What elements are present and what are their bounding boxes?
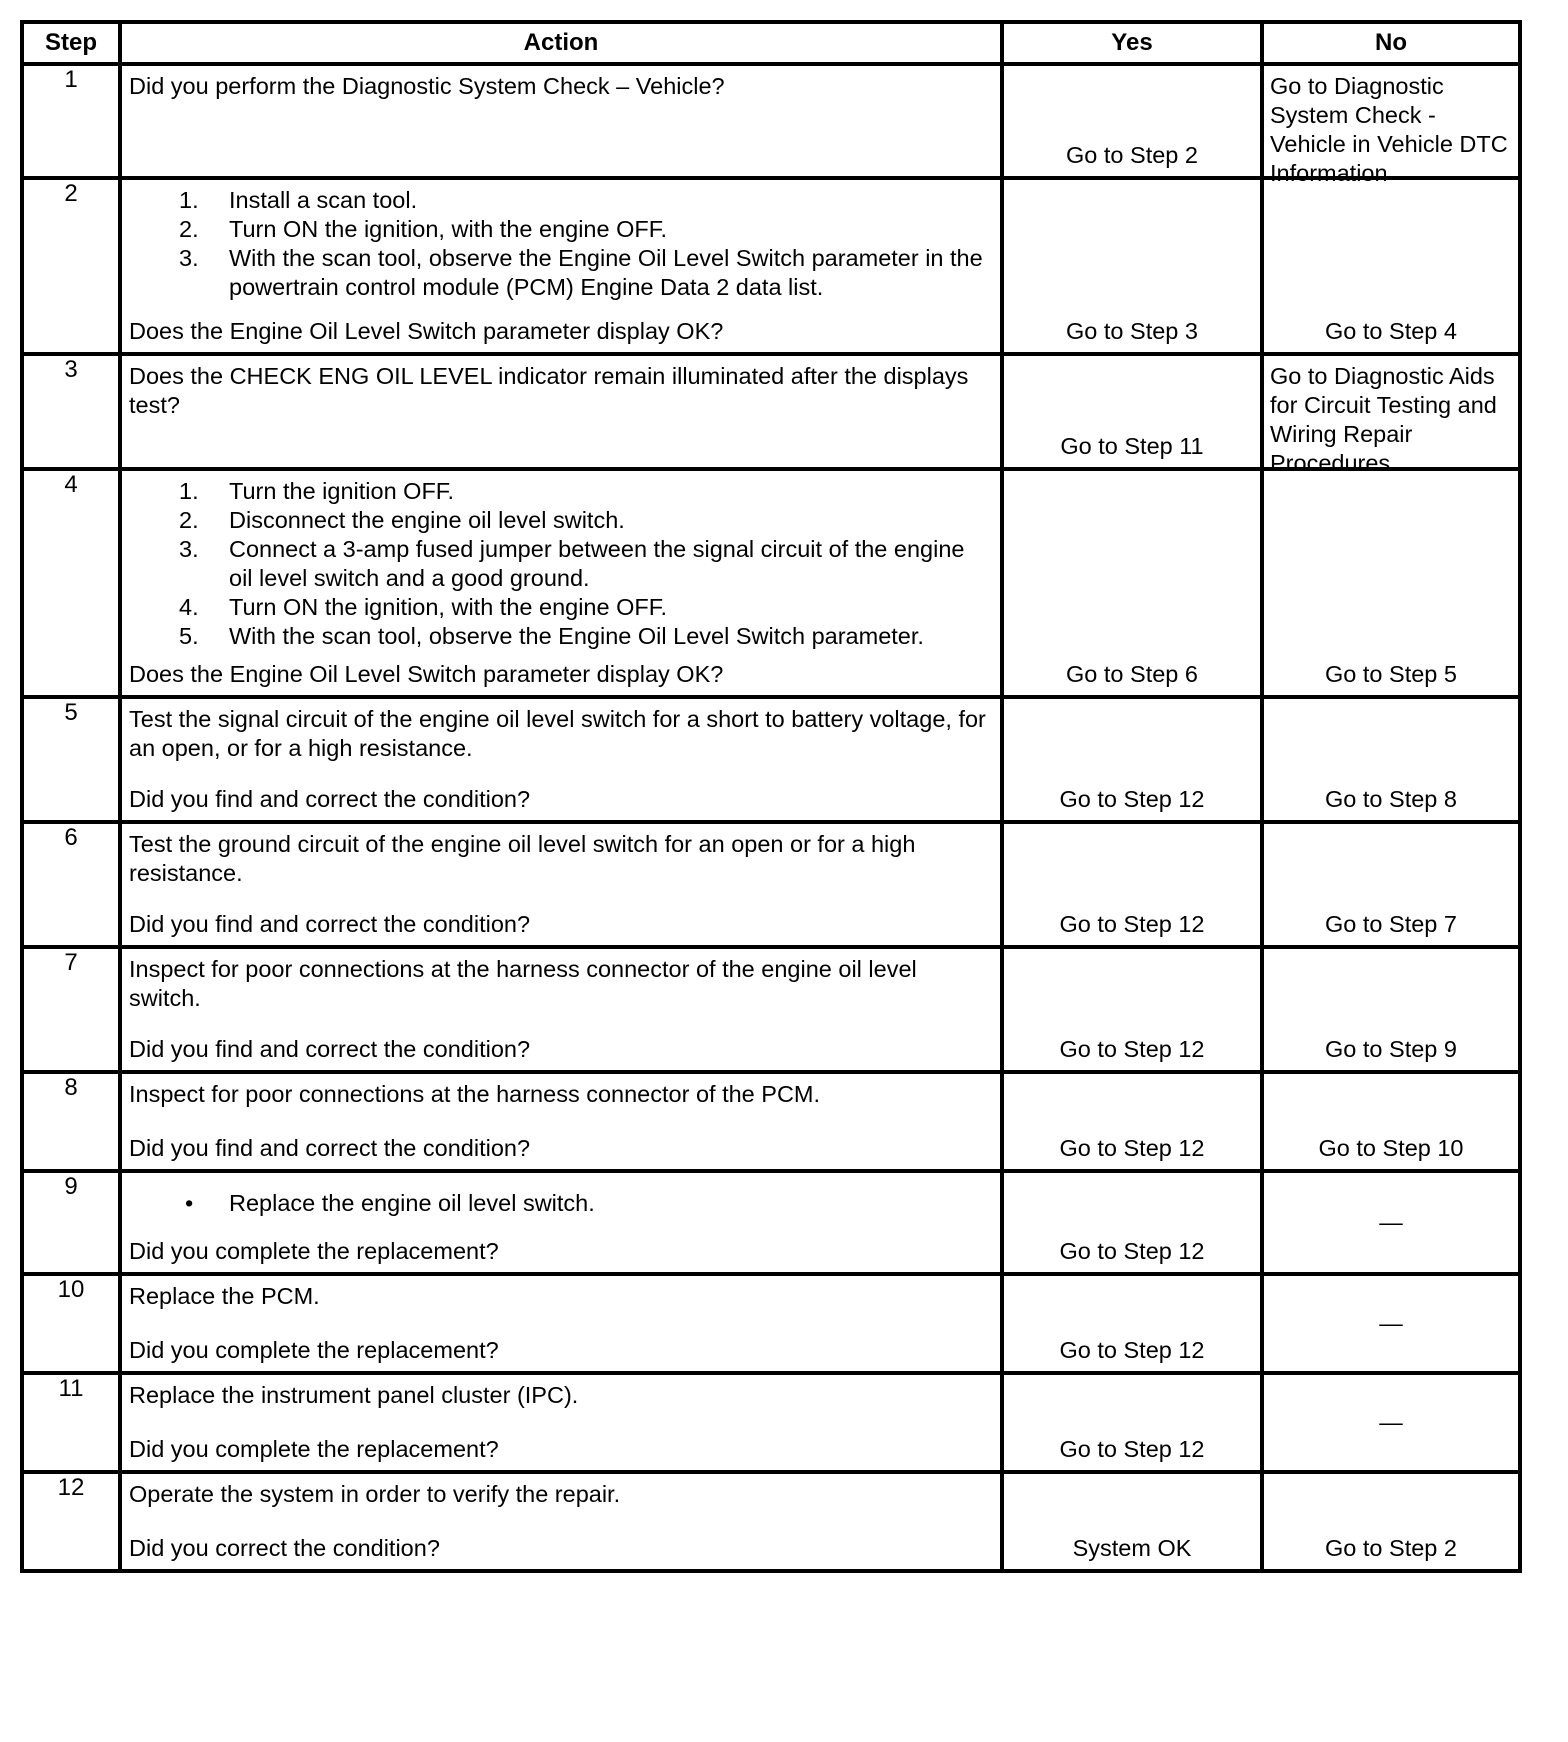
- action-cell: [120, 1274, 1002, 1373]
- action-question: Did you find and correct the condition?: [129, 786, 531, 812]
- list-item: [129, 1189, 992, 1218]
- no-result: Go to Step 9: [1325, 1036, 1457, 1062]
- action-bullet-list: [129, 1189, 992, 1218]
- action-text: Test the ground circuit of the engine oil level switch for an open or for a high resistance.: [129, 831, 916, 886]
- yes-cell: [1002, 822, 1262, 947]
- list-item: [129, 535, 992, 593]
- list-item-text: Turn ON the ignition, with the engine OFF.: [229, 594, 668, 620]
- list-item-number: 2.: [179, 507, 199, 533]
- table-row: [22, 947, 1520, 1072]
- action-question: Did you complete the replacement?: [129, 1436, 499, 1462]
- header-yes: Yes: [1002, 22, 1262, 64]
- action-question: Does the Engine Oil Level Switch parameter display OK?: [129, 318, 724, 344]
- list-item-number: 3.: [179, 245, 199, 271]
- yes-result: Go to Step 3: [1066, 318, 1198, 344]
- header-row: [22, 22, 1520, 64]
- no-result: Go to Step 8: [1325, 786, 1457, 812]
- list-item-text: Disconnect the engine oil level switch.: [229, 507, 625, 533]
- action-question: Did you correct the condition?: [129, 1535, 440, 1561]
- action-cell: [120, 354, 1002, 469]
- yes-result: Go to Step 2: [1066, 142, 1198, 168]
- yes-cell: [1002, 1072, 1262, 1171]
- step-number: 1: [22, 64, 120, 178]
- list-item-number: 3.: [179, 536, 199, 562]
- list-item: [129, 215, 992, 244]
- no-cell: [1262, 354, 1520, 476]
- yes-result: System OK: [1072, 1535, 1192, 1561]
- no-cell: [1262, 947, 1520, 1072]
- action-text: Replace the instrument panel cluster (IPC).: [129, 1382, 579, 1408]
- list-item-number: 2.: [179, 216, 199, 242]
- no-result: Go to Step 5: [1325, 661, 1457, 687]
- action-text: Operate the system in order to verify the repair.: [129, 1481, 621, 1507]
- table-row: [22, 354, 1520, 469]
- action-text: Replace the PCM.: [129, 1283, 320, 1309]
- action-cell: [120, 947, 1002, 1072]
- step-number: 4: [22, 469, 120, 697]
- step-number: 6: [22, 822, 120, 947]
- no-cell: [1262, 1072, 1520, 1171]
- table-row: [22, 1072, 1520, 1171]
- table-row: [22, 822, 1520, 947]
- no-cell: [1262, 1171, 1520, 1274]
- action-steps-list: [129, 186, 992, 302]
- action-text: Test the signal circuit of the engine oil level switch for a short to battery voltage, for an open, or for a high resistance.: [129, 706, 986, 761]
- step-number: 11: [22, 1373, 120, 1472]
- list-item-text: Replace the engine oil level switch.: [229, 1190, 595, 1216]
- table-row: [22, 1472, 1520, 1571]
- no-result-none: —: [1379, 1209, 1403, 1235]
- bullet-icon: •: [185, 1190, 194, 1216]
- yes-result: Go to Step 6: [1066, 661, 1198, 687]
- action-cell: [120, 1171, 1002, 1274]
- action-text: Did you perform the Diagnostic System Check – Vehicle?: [129, 73, 725, 99]
- no-cell: [1262, 1274, 1520, 1373]
- table-row: [22, 697, 1520, 822]
- yes-cell: [1002, 947, 1262, 1072]
- yes-result: Go to Step 12: [1059, 1436, 1205, 1462]
- list-item: [129, 506, 992, 535]
- yes-cell: [1002, 64, 1262, 178]
- yes-result: Go to Step 12: [1059, 1135, 1205, 1161]
- list-item: [129, 622, 992, 651]
- action-question: Does the Engine Oil Level Switch parameter display OK?: [129, 661, 724, 687]
- yes-result: Go to Step 12: [1059, 1238, 1205, 1264]
- action-question: Did you find and correct the condition?: [129, 911, 531, 937]
- table-row: [22, 469, 1520, 697]
- list-item: [129, 477, 992, 506]
- table-row: [22, 64, 1520, 178]
- table-body: [22, 64, 1520, 1571]
- no-result: Go to Diagnostic System Check - Vehicle in Vehicle DTC Information: [1270, 73, 1508, 186]
- no-cell: [1262, 64, 1520, 186]
- yes-cell: [1002, 1274, 1262, 1373]
- list-item: [129, 244, 992, 302]
- action-cell: [120, 469, 1002, 697]
- no-cell: [1262, 178, 1520, 354]
- action-question: Did you complete the replacement?: [129, 1337, 499, 1363]
- list-item-number: 5.: [179, 623, 199, 649]
- step-number: 12: [22, 1472, 120, 1571]
- action-text: Inspect for poor connections at the harness connector of the PCM.: [129, 1081, 821, 1107]
- yes-result: Go to Step 12: [1059, 1036, 1205, 1062]
- no-cell: [1262, 822, 1520, 947]
- list-item: [129, 186, 992, 215]
- yes-cell: [1002, 178, 1262, 354]
- table-row: [22, 1373, 1520, 1472]
- list-item-text: With the scan tool, observe the Engine Oil Level Switch parameter in the powertrain control module (PCM) Engine Data 2 data list.: [229, 245, 983, 300]
- step-number: 9: [22, 1171, 120, 1274]
- list-item-text: Install a scan tool.: [229, 187, 418, 213]
- list-item: [129, 593, 992, 622]
- no-cell: [1262, 697, 1520, 822]
- yes-cell: [1002, 469, 1262, 697]
- list-item-number: 4.: [179, 594, 199, 620]
- action-cell: [120, 1373, 1002, 1472]
- action-cell: [120, 64, 1002, 178]
- yes-cell: [1002, 1171, 1262, 1274]
- table-row: [22, 178, 1520, 354]
- list-item-number: 1.: [179, 187, 199, 213]
- no-result-none: —: [1379, 1310, 1403, 1336]
- yes-result: Go to Step 12: [1059, 786, 1205, 812]
- no-result: Go to Diagnostic Aids for Circuit Testing and Wiring Repair Procedures: [1270, 363, 1497, 476]
- step-number: 8: [22, 1072, 120, 1171]
- no-result: Go to Step 7: [1325, 911, 1457, 937]
- action-steps-list: [129, 477, 992, 651]
- no-result: Go to Step 2: [1325, 1535, 1457, 1561]
- yes-cell: [1002, 1373, 1262, 1472]
- step-number: 10: [22, 1274, 120, 1373]
- yes-cell: [1002, 354, 1262, 469]
- no-cell: [1262, 1373, 1520, 1472]
- action-cell: [120, 1072, 1002, 1171]
- yes-result: Go to Step 12: [1059, 1337, 1205, 1363]
- action-cell: [120, 822, 1002, 947]
- action-question: Did you find and correct the condition?: [129, 1036, 531, 1062]
- no-result: Go to Step 4: [1325, 318, 1457, 344]
- list-item-number: 1.: [179, 478, 199, 504]
- yes-result: Go to Step 11: [1060, 433, 1204, 459]
- action-cell: [120, 1472, 1002, 1571]
- step-number: 2: [22, 178, 120, 354]
- yes-cell: [1002, 1472, 1262, 1571]
- header-action: Action: [120, 22, 1002, 64]
- action-cell: [120, 697, 1002, 822]
- no-cell: [1262, 469, 1520, 697]
- action-text: Inspect for poor connections at the harness connector of the engine oil level switch.: [129, 956, 917, 1011]
- yes-result: Go to Step 12: [1059, 911, 1205, 937]
- list-item-text: With the scan tool, observe the Engine Oil Level Switch parameter.: [229, 623, 924, 649]
- list-item-text: Connect a 3-amp fused jumper between the signal circuit of the engine oil level switch and a good ground.: [229, 536, 965, 591]
- action-cell: [120, 178, 1002, 354]
- header-no: No: [1262, 22, 1520, 64]
- no-result-none: —: [1379, 1409, 1403, 1435]
- action-text: Does the CHECK ENG OIL LEVEL indicator remain illuminated after the displays test?: [129, 363, 969, 418]
- step-number: 5: [22, 697, 120, 822]
- step-number: 3: [22, 354, 120, 469]
- list-item-text: Turn ON the ignition, with the engine OFF.: [229, 216, 668, 242]
- action-question: Did you complete the replacement?: [129, 1238, 499, 1264]
- no-cell: [1262, 1472, 1520, 1571]
- step-number: 7: [22, 947, 120, 1072]
- table-row: [22, 1274, 1520, 1373]
- no-result: Go to Step 10: [1318, 1135, 1464, 1161]
- list-item-text: Turn the ignition OFF.: [229, 478, 455, 504]
- diagnostic-table: [20, 20, 1522, 1573]
- table-row: [22, 1171, 1520, 1274]
- yes-cell: [1002, 697, 1262, 822]
- header-step: Step: [22, 22, 120, 64]
- action-question: Did you find and correct the condition?: [129, 1135, 531, 1161]
